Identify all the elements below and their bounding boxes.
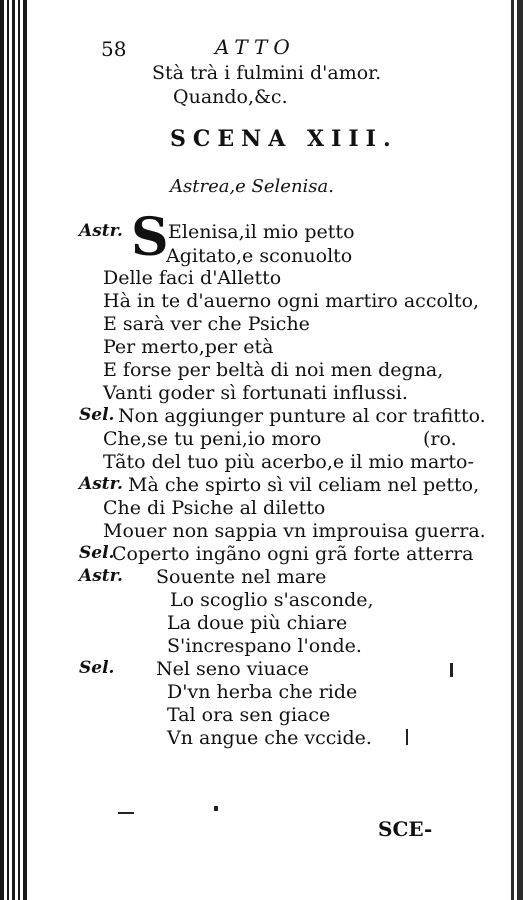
verse-line: La doue più chiare	[167, 612, 348, 634]
verse-line: Mà che spirto sì vil celiam nel petto,	[128, 474, 480, 496]
page-edge-right	[509, 0, 523, 900]
verse-line: Elenisa,il mio petto	[168, 221, 355, 243]
page-number: 58	[101, 37, 127, 61]
verse-line: Non aggiunger punture al cor trafitto.	[118, 405, 486, 427]
verse-line: Che,se tu peni,io moro	[103, 428, 322, 450]
speaker-astrea: Astr.	[79, 221, 123, 241]
ink-mark	[450, 663, 453, 677]
verse-line: S'increspano l'onde.	[167, 635, 362, 657]
verse-line: Lo scoglio s'asconde,	[170, 589, 374, 611]
verse-line: Che di Psiche al diletto	[103, 497, 326, 519]
verse-line: Vanti goder sì fortunati influssi.	[103, 382, 408, 404]
scene-heading: SCENA XIII.	[170, 126, 398, 152]
running-title: ATTO	[215, 35, 296, 59]
ink-mark	[406, 729, 408, 745]
verse-line: D'vn herba che ride	[167, 681, 358, 703]
speaker-selenisa: Sel.	[79, 543, 115, 563]
catchword: SCE-	[378, 817, 433, 841]
verse-line: Per merto,per età	[103, 336, 274, 358]
verse-line: Hà in te d'auerno ogni martiro accolto,	[103, 290, 480, 312]
speaker-astrea: Astr.	[79, 474, 123, 494]
drop-cap: S	[131, 207, 169, 268]
speaker-astrea: Astr.	[79, 566, 123, 586]
verse-line: Quando,&c.	[173, 86, 288, 108]
binding-gutter	[0, 0, 30, 900]
ink-mark	[214, 806, 218, 811]
verse-line: Tãto del tuo più acerbo,e il mio marto-	[103, 451, 474, 473]
verse-line: Stà trà i fulmini d'amor.	[152, 62, 382, 84]
verse-line: Coperto ingãno ogni grã forte atterra	[112, 543, 474, 565]
speaker-selenisa: Sel.	[79, 658, 115, 678]
verse-line: Vn angue che vccide.	[167, 727, 372, 749]
ink-mark	[118, 812, 134, 814]
verse-line: E sarà ver che Psiche	[103, 313, 310, 335]
turnover-fragment: (ro.	[423, 428, 457, 450]
verse-line: Nel seno viuace	[156, 658, 309, 680]
verse-line: Delle faci d'Alletto	[103, 267, 282, 289]
verse-line: Mouer non sappia vn improuisa guerra.	[103, 520, 486, 542]
speaker-selenisa: Sel.	[79, 405, 115, 425]
verse-line: Tal ora sen giace	[167, 704, 331, 726]
scene-characters: Astrea,e Selenisa.	[170, 176, 334, 197]
verse-line: Agitato,e sconuolto	[166, 245, 353, 267]
verse-line: Souente nel mare	[156, 566, 327, 588]
verse-line: E forse per beltà di noi men degna,	[103, 359, 444, 381]
